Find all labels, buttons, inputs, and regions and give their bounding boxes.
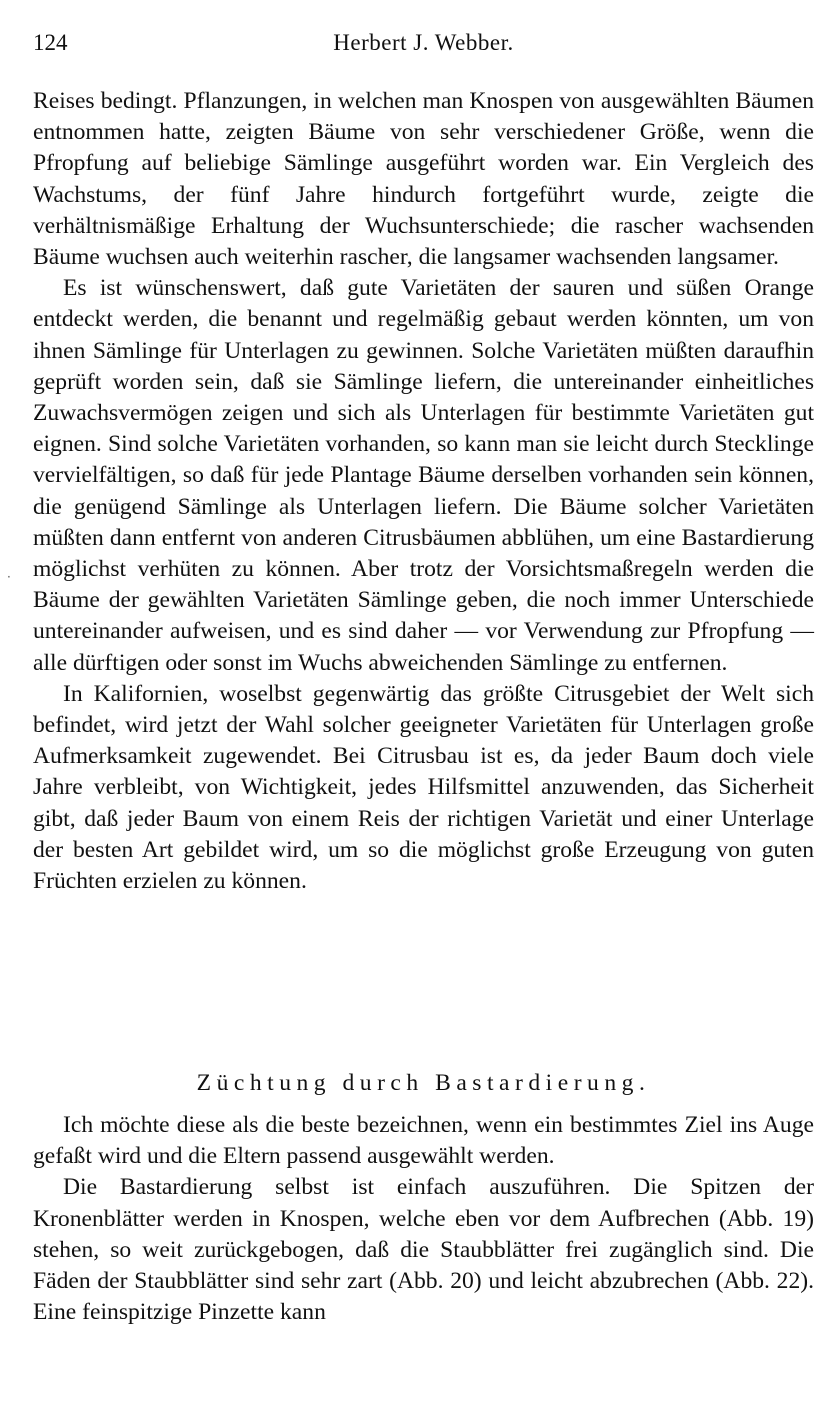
margin-speck-mark: · — [7, 570, 11, 584]
running-title: Herbert J. Webber. — [333, 30, 514, 55]
paragraph-california: In Kalifornien, woselbst gegenwärtig das größte Citrusgebiet der Welt sich befindet, wird jetzt der Wahl solcher geeigneter Varietäten für Unterlagen große Aufmerksamkeit zugewendet. Bei Citrusbau ist es, da jeder Baum doch viele Jahre verbleibt, von Wichtigkeit, jedes Hilfsmittel anzuwenden, das Sicherheit gibt, daß jeder Baum von einem Reis der richtigen Varietät und einer Unterlage der besten Art gebildet wird, um so die möglichst große Erzeugung von guten Früchten erzielen zu können. — [33, 680, 814, 895]
paragraph-best-method: Ich möchte diese als die beste bezeichnen, wenn ein bestimmtes Ziel ins Auge gefaßt wird und die Eltern passend ausgewählt werden. — [33, 1112, 814, 1170]
paragraph-continuation: Reises bedingt. Pflanzungen, in welchen man Knospen von ausgewählten Bäumen entnommen hatte, zeigten Bäume von sehr verschiedener Größe, wenn die Pfropfung auf beliebige Sämlinge ausgeführt worden war. Ein Vergleich des Wachstums, der fünf Jahre hindurch fortgeführt wurde, zeigte die verhältnismäßige Erhaltung der Wuchsunterschiede; die rascher wachsenden Bäume wuchsen auch weiterhin rascher, die langsamer wachsenden langsamer. — [33, 88, 814, 271]
section-heading: Züchtung durch Bastardierung. — [196, 1070, 651, 1096]
body-text — [33, 86, 814, 897]
page-number: 124 — [33, 30, 68, 55]
paragraph-bastardization-procedure: Die Bastardierung selbst ist einfach auszuführen. Die Spitzen der Kronenblätter werden in Knospen, welche eben vor dem Aufbrechen (Abb. 19) stehen, so weit zurückgebogen, daß die Staubblätter frei zugänglich sind. Die Fäden der Staubblätter sind sehr zart (Abb. 20) und leicht abzubrechen (Abb. 22). Eine feinspitzige Pinzette kann — [33, 1174, 814, 1326]
section-body-text — [33, 1110, 814, 1328]
running-head — [33, 30, 814, 60]
paragraph-orange-varieties: Es ist wünschenswert, daß gute Varietäten der sauren und süßen Orange entdeckt werden, die benannt und regelmäßig gebaut werden könnten, um von ihnen Sämlinge für Unterlagen zu gewinnen. Solche Varietäten müßten daraufhin geprüft worden sein, daß sie Sämlinge liefern, die untereinander einheitliches Zuwachsvermögen zeigen und sich als Unterlagen für bestimmte Varietäten gut eignen. Sind solche Varietäten vorhanden, so kann man sie leicht durch Stecklinge vervielfältigen, so daß für jede Plantage Bäume derselben vorhanden sein können, die genügend Sämlinge als Unterlagen liefern. Die Bäume solcher Varietäten müßten dann entfernt von anderen Citrusbäumen abblühen, um eine Bastardierung möglichst verhüten zu können. Aber trotz der Vorsichtsmaßregeln werden die Bäume der gewählten Varietäten Sämlinge geben, die noch immer Unterschiede untereinander aufweisen, und es sind daher — vor Verwendung zur Pfropfung — alle dürftigen oder sonst im Wuchs abweichenden Sämlinge zu entfernen. — [33, 275, 814, 676]
